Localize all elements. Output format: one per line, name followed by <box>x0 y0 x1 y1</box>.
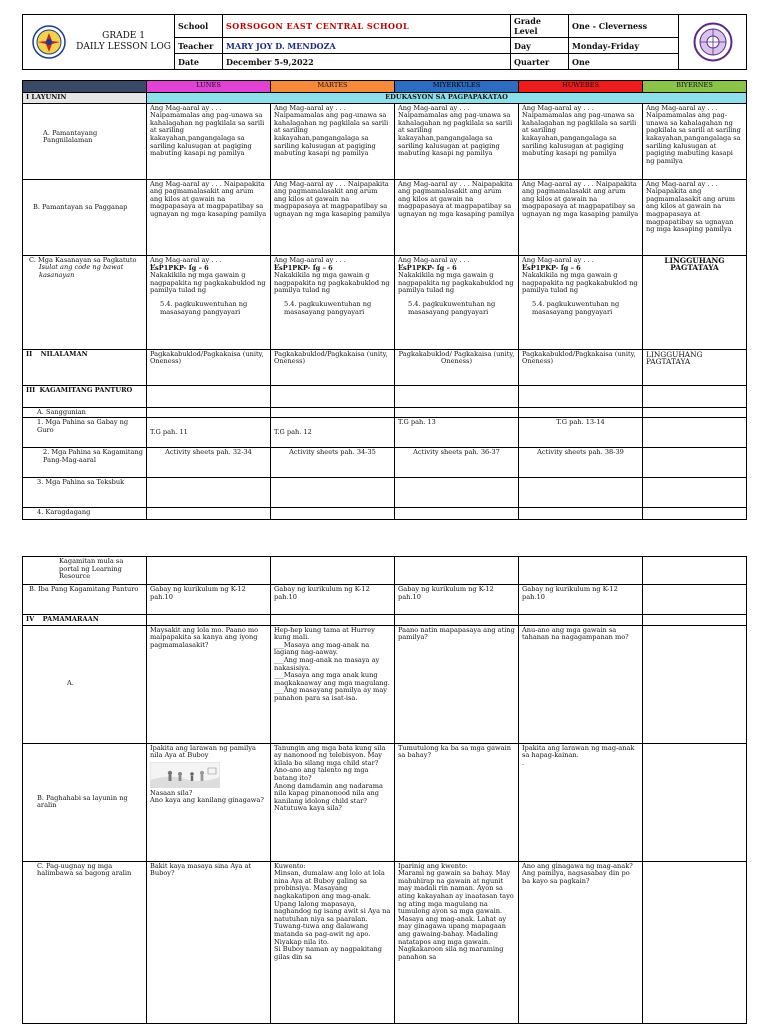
day-huwebes: HUWEBES <box>519 81 643 93</box>
empty-cell <box>643 407 747 418</box>
section-number: III <box>26 385 36 394</box>
competency-code: EsP1PKP- Ig – 6 <box>274 263 333 272</box>
empty-cell <box>271 508 395 520</box>
empty-cell <box>395 385 519 407</box>
pamamaraan-label-cell <box>23 615 147 626</box>
cell-g-miyerkules: T.G pah. 13 <box>395 418 519 448</box>
table-row <box>23 349 747 385</box>
kagamitang-pang-mag-aaral-label: 2. Mga Pahina sa Kagamitang Pang-Mag-aaral <box>23 448 147 478</box>
cell-n-lunes: Pagkakabuklod/Pagkakaisa (unity, Oneness) <box>147 349 271 385</box>
row-label-pamantayang-pangnilalaman: A. Pamantayang Pangnilalaman <box>23 103 147 179</box>
subject-heading: EDUKASYON SA PAGPAPAKATAO <box>147 93 747 104</box>
cell-c-lunes <box>147 255 271 349</box>
empty-cell <box>519 508 643 520</box>
empty-cell <box>147 615 271 626</box>
empty-cell <box>271 385 395 407</box>
row-label-pamantayan-sa-pagganap: B. Pamantayan sa Pagganap <box>23 179 147 255</box>
section-number: II <box>26 349 33 358</box>
empty-cell <box>519 407 643 418</box>
cell-c-miyerkules <box>395 255 519 349</box>
cell-ib-lunes: Gabay ng kurikulum ng K-12 pah.10 <box>147 585 271 615</box>
cell-m-huwebes: Activity sheets pah. 38-39 <box>519 448 643 478</box>
table-row <box>23 557 747 585</box>
table-row <box>23 255 747 349</box>
kasanayan-label: C. Mga Kasanayan sa Pagkatuto <box>29 255 137 264</box>
pag-uugnay-label: C. Pag-uugnay ng mga halimbawa sa bagong aralin <box>23 861 147 1023</box>
table-row <box>23 385 747 407</box>
empty-cell <box>395 508 519 520</box>
competency-detail: 5.4. pagkukuwentuhan ng masasayang pangyayari <box>532 299 620 316</box>
empty-cell <box>643 743 747 861</box>
section-number: IV <box>26 615 35 623</box>
cell-pc-martes: Kuwento: Minsan, dumalaw ang lolo at lola nina Aya at Buboy galing sa probinsiya. Masayang nagkakatipon ang mag-anak. Upang lalong mapasaya, naghandog ng isang awit si Aya na natutuhan niya sa paaralan. Tuwang-tuwa ang dalawang matanda sa pag-awit ng apo. Niyakap nila ito. Si Buboy naman ay nagpakitang gilas din sa <box>271 861 395 1023</box>
table-row <box>23 861 747 1023</box>
cell-n-martes: Pagkakabuklod/Pagkakaisa (unity, Oneness) <box>271 349 395 385</box>
cell-pa-huwebes: Anu-ano ang mga gawain sa tahanan na nagagampanan mo? <box>519 625 643 743</box>
iba-pang-kagamitan-label: B. Iba Pang Kagamitang Panturo <box>23 585 147 615</box>
pamamaraan-label: PAMAMARAAN <box>42 615 99 623</box>
empty-cell <box>147 407 271 418</box>
teksbuk-label: 3. Mga Pahina sa Teksbuk <box>23 478 147 508</box>
empty-cell <box>147 385 271 407</box>
empty-cell <box>643 385 747 407</box>
empty-cell <box>395 478 519 508</box>
empty-cell <box>271 557 395 585</box>
competency-code: EsP1PKP- Ig – 6 <box>522 263 581 272</box>
cell-n-miyerkules: Pagkakabuklod/ Pagkakaisa (unity, Oneness) <box>395 349 519 385</box>
cell-c-martes <box>271 255 395 349</box>
empty-cell <box>147 557 271 585</box>
cell-c-intro: Ang Mag-aaral ay . . . <box>274 256 346 264</box>
paghahabi-label: B. Paghahabi sa layunin ng aralin <box>23 743 147 861</box>
day-lunes: LUNES <box>147 81 271 93</box>
cell-c-huwebes <box>519 255 643 349</box>
cell-a-huwebes: Ang Mag-aaral ay . . . Naipamamalas ang pag-unawa sa kahalagahan ng pagkilala sa sarili at sariling kakayahan,pangangalaga sa sariling kalusugan at pagiging mabuting kasapi ng pamilya <box>519 103 643 179</box>
grade-label: GRADE 1 <box>102 31 145 41</box>
deped-seal-icon <box>32 25 66 59</box>
cell-a-biyernes: Ang Mag-aaral ay . . . Naipamamalas ang pag-unawa sa kahalagahan ng pagkilala sa sarili at sariling kakayahan,pangangalaga sa sariling kalusugan at pagiging mabuting kasapi ng pamilya <box>643 103 747 179</box>
cell-m-lunes: Activity sheets pah. 32-34 <box>147 448 271 478</box>
teacher-value: MARY JOY D. MENDOZA <box>223 38 511 54</box>
grade-level-label: Grade Level <box>511 15 569 38</box>
cell-g-huwebes: T.G pah. 13-14 <box>519 418 643 448</box>
cell-g-martes: T.G pah. 12 <box>271 418 395 448</box>
layunin-heading: I LAYUNIN <box>23 93 147 104</box>
kagamitan-label-cell <box>23 385 147 407</box>
header-title-cell <box>23 15 175 70</box>
empty-cell <box>643 615 747 626</box>
cell-b-miyerkules: Ang Mag-aaral ay . . . Naipapakita ang pagmamalasakit ang arum ang kilos at gawain na magpapasaya at magpapatibay sa ugnayan ng mga kasaping pamilya <box>395 179 519 255</box>
cell-pb-martes: Tanungin ang mga bata kung sila ay nanonood ng telebisyon. May kilala ba silang mga child star? Ano-ano ang talento ng mga batang ito? Anong damdamin ang nadarama nila kapag pinanonood nila ang kanilang idolong child star? Natutuwa kaya sila? <box>271 743 395 861</box>
table-row <box>23 407 747 418</box>
step-a-label: A. <box>23 625 147 743</box>
cell-b-martes: Ang Mag-aaral ay . . . Naipapakita ang pagmamalasakit ang arum ang kilos at gawain na magpapasaya at magpapatibay sa ugnayan ng mga kasaping pamilya <box>271 179 395 255</box>
cell-m-martes: Activity sheets pah. 34-35 <box>271 448 395 478</box>
grade-level-value: One - Cleverness <box>569 15 679 38</box>
competency-text: Nakakikila ng mga gawain g nagpapakita ng pagkakabuklod ng pamilya tulad ng <box>522 271 638 295</box>
cell-c-intro: Ang Mag-aaral ay . . . <box>398 256 470 264</box>
cell-m-miyerkules: Activity sheets pah. 36-37 <box>395 448 519 478</box>
empty-cell <box>643 418 747 448</box>
lesson-log-header <box>22 14 747 70</box>
school-logo-icon <box>693 22 733 62</box>
cell-pb-miyerkules: Tumutulong ka ba sa mga gawain sa bahay? <box>395 743 519 861</box>
day-header-row <box>23 81 747 93</box>
empty-cell <box>395 557 519 585</box>
cell-a-miyerkules: Ang Mag-aaral ay . . . Naipamamalas ang pag-unawa sa kahalagahan ng pagkilala sa sarili at sariling kakayahan,pangangalaga sa sariling kalusugan at pagiging mabuting kasapi ng pamilya <box>395 103 519 179</box>
pb-lunes-text: Ipakita ang larawan ng pamilya nila Aya at Buboy <box>150 743 256 760</box>
school-label: School <box>175 15 223 38</box>
teacher-label: Teacher <box>175 38 223 54</box>
empty-cell <box>643 585 747 615</box>
competency-detail: 5.4. pagkukuwentuhan ng masasayang pangyayari <box>408 299 496 316</box>
cell-b-lunes: Ang Mag-aaral ay . . . Naipapakita ang pagmamalasakit ang arum ang kilos at gawain na magpapasaya at magpapatibay sa ugnayan ng mga kasaping pamilya <box>147 179 271 255</box>
table-row <box>23 103 747 179</box>
table-row <box>23 478 747 508</box>
empty-cell <box>643 625 747 743</box>
cell-c-intro: Ang Mag-aaral ay . . . <box>150 256 222 264</box>
competency-code: EsP1PKP- Ig – 6 <box>398 263 457 272</box>
cell-g-lunes: T.G pah. 11 <box>147 418 271 448</box>
cell-pc-huwebes: Ano ang ginagawa ng mag-anak? Ang pamilya, nagsasabay din po ba kayo sa pagkain? <box>519 861 643 1023</box>
school-logo-cell <box>679 15 747 70</box>
competency-detail: 5.4. pagkukuwentuhan ng masasayang pangyayari <box>284 299 372 316</box>
empty-cell <box>147 508 271 520</box>
quarter-value: One <box>569 54 679 70</box>
table-row <box>23 508 747 520</box>
row-label-kasanayan <box>23 255 147 349</box>
nilalaman-label-cell <box>23 349 147 385</box>
cell-a-lunes: Ang Mag-aaral ay . . . Naipamamalas ang pag-unawa sa kahalagahan ng pagkilala sa sarili at sariling kakayahan,pangangalaga sa sariling kalusugan at pagiging mabuting kasapi ng pamilya <box>147 103 271 179</box>
empty-cell <box>643 448 747 478</box>
kasanayan-note: Isulat ang code ng bawat kasanayan <box>39 263 124 279</box>
empty-cell <box>271 407 395 418</box>
empty-cell <box>395 407 519 418</box>
learning-resource-label: Kagamitan mula sa portal ng Learning Resource <box>23 557 147 585</box>
kagamitan-label: KAGAMITANG PANTURO <box>39 385 133 394</box>
empty-cell <box>643 508 747 520</box>
empty-cell <box>147 478 271 508</box>
cell-pb-lunes <box>147 743 271 861</box>
cell-n-biyernes: LINGGUHANG PAGTATAYA <box>643 349 747 385</box>
day-miyerkules: MIYERKULES <box>395 81 519 93</box>
sanggunian-label: A. Sanggunian <box>23 407 147 418</box>
day-martes: MARTES <box>271 81 395 93</box>
pb-lunes-questions: Nasaan sila? Ano kaya ang kanilang ginagawa? <box>150 788 264 805</box>
competency-detail: 5.4. pagkukuwentuhan ng masasayang pangyayari <box>160 299 248 316</box>
competency-text: Nakakikila ng mga gawain g nagpapakita ng pagkakabuklod ng pamilya tulad ng <box>274 271 390 295</box>
gabay-guro-label: 1. Mga Pahina sa Gabay ng Guro <box>23 418 147 448</box>
table-row <box>23 625 747 743</box>
cell-n-huwebes: Pagkakabuklod/Pagkakaisa (unity, Oneness) <box>519 349 643 385</box>
cell-c-biyernes: LINGGUHANG PAGTATAYA <box>643 255 747 349</box>
table-row <box>23 743 747 861</box>
lesson-table-1 <box>22 80 747 520</box>
nilalaman-label: NILALAMAN <box>40 349 88 358</box>
cell-ib-martes: Gabay ng kurikulum ng K-12 pah.10 <box>271 585 395 615</box>
table-row <box>23 585 747 615</box>
competency-code: EsP1PKP- Ig – 6 <box>150 263 209 272</box>
day-value: Monday-Friday <box>569 38 679 54</box>
quarter-label: Quarter <box>511 54 569 70</box>
cell-pa-martes: Hep-hep kung tama at Hurrey kung mali. ___Masaya ang mag-anak na lagiang nag-aaway. ___Ang mag-anak na masaya ay nakasisiya. ___Masaya ang mga anak kung magkakaaway ang mga magulang. ___Ang masayang pamilya ay may panahon para sa isat-isa. <box>271 625 395 743</box>
table-row <box>23 615 747 626</box>
lesson-table-2 <box>22 556 747 1024</box>
empty-cell <box>519 615 643 626</box>
cell-c-intro: Ang Mag-aaral ay . . . <box>522 256 594 264</box>
empty-cell <box>519 478 643 508</box>
day-header-blank <box>23 81 147 93</box>
cell-pa-miyerkules: Paano natin mapapasaya ang ating pamilya? <box>395 625 519 743</box>
cell-ib-miyerkules: Gabay ng kurikulum ng K-12 pah.10 <box>395 585 519 615</box>
table-row <box>23 418 747 448</box>
cell-pa-lunes: Maysakit ang lola mo. Paano mo maipapakita sa kanya ang iyong pagmamalasakit? <box>147 625 271 743</box>
empty-cell <box>643 557 747 585</box>
empty-cell <box>271 615 395 626</box>
empty-cell <box>395 615 519 626</box>
empty-cell <box>643 478 747 508</box>
competency-text: Nakakikila ng mga gawain g nagpapakita ng pagkakabuklod ng pamilya tulad ng <box>398 271 514 295</box>
cell-a-martes: Ang Mag-aaral ay . . . Naipamamalas ang pag-unawa sa kahalagahan ng pagkilala sa sarili at sariling kakayahan,pangangalaga sa sariling kalusugan at pagiging mabuting kasapi ng pamilya <box>271 103 395 179</box>
cell-pc-lunes: Bakit kaya masaya sina Aya at Buboy? <box>147 861 271 1023</box>
date-label: Date <box>175 54 223 70</box>
date-value: December 5-9,2022 <box>223 54 511 70</box>
cell-pb-huwebes: Ipakita ang larawan ng mag-anak sa hapag-kainan. . <box>519 743 643 861</box>
table-row <box>23 448 747 478</box>
empty-cell <box>643 861 747 1023</box>
empty-cell <box>271 478 395 508</box>
empty-cell <box>519 557 643 585</box>
table-row <box>23 179 747 255</box>
family-picture-icon <box>150 762 220 788</box>
day-label: Day <box>511 38 569 54</box>
empty-cell <box>519 385 643 407</box>
log-title: DAILY LESSON LOG <box>76 42 171 52</box>
cell-b-huwebes: Ang Mag-aaral ay . . . Naipapakita ang pagmamalasakit ang arum ang kilos at gawain na magpapasaya at magpapatibay sa ugnayan ng mga kasaping pamilya <box>519 179 643 255</box>
competency-text: Nakakikila ng mga gawain g nagpapakita ng pagkakabuklod ng pamilya tulad ng <box>150 271 266 295</box>
cell-ib-huwebes: Gabay ng kurikulum ng K-12 pah.10 <box>519 585 643 615</box>
karagdagang-label: 4. Karagdagang <box>23 508 147 520</box>
cell-b-biyernes: Ang Mag-aaral ay . . . Naipapakita ang pagmamalasakit ang arum ang kilos at gawain na magpapasaya at magpapatibay sa ugnayan ng mga kasaping pamilya <box>643 179 747 255</box>
school-value: SORSOGON EAST CENTRAL SCHOOL <box>223 15 511 38</box>
cell-pc-miyerkules: Iparinig ang kwento: Marami ng gawain sa bahay. May mahuhirap na gawain at ngunit may madali rin naman. Ayon sa ating kakayahan ay inaatasan tayo ng ating mga magulang na tumulong ayon sa mga gawain. Masaya ang mag-anak. Lahat ay may ginagawa upang mapagaan ang gawaing-bahay. Madaling natatapos ang mga gawain. Nagkakaroon sila ng maraming panahon sa <box>395 861 519 1023</box>
day-biyernes: BIYERNES <box>643 81 747 93</box>
